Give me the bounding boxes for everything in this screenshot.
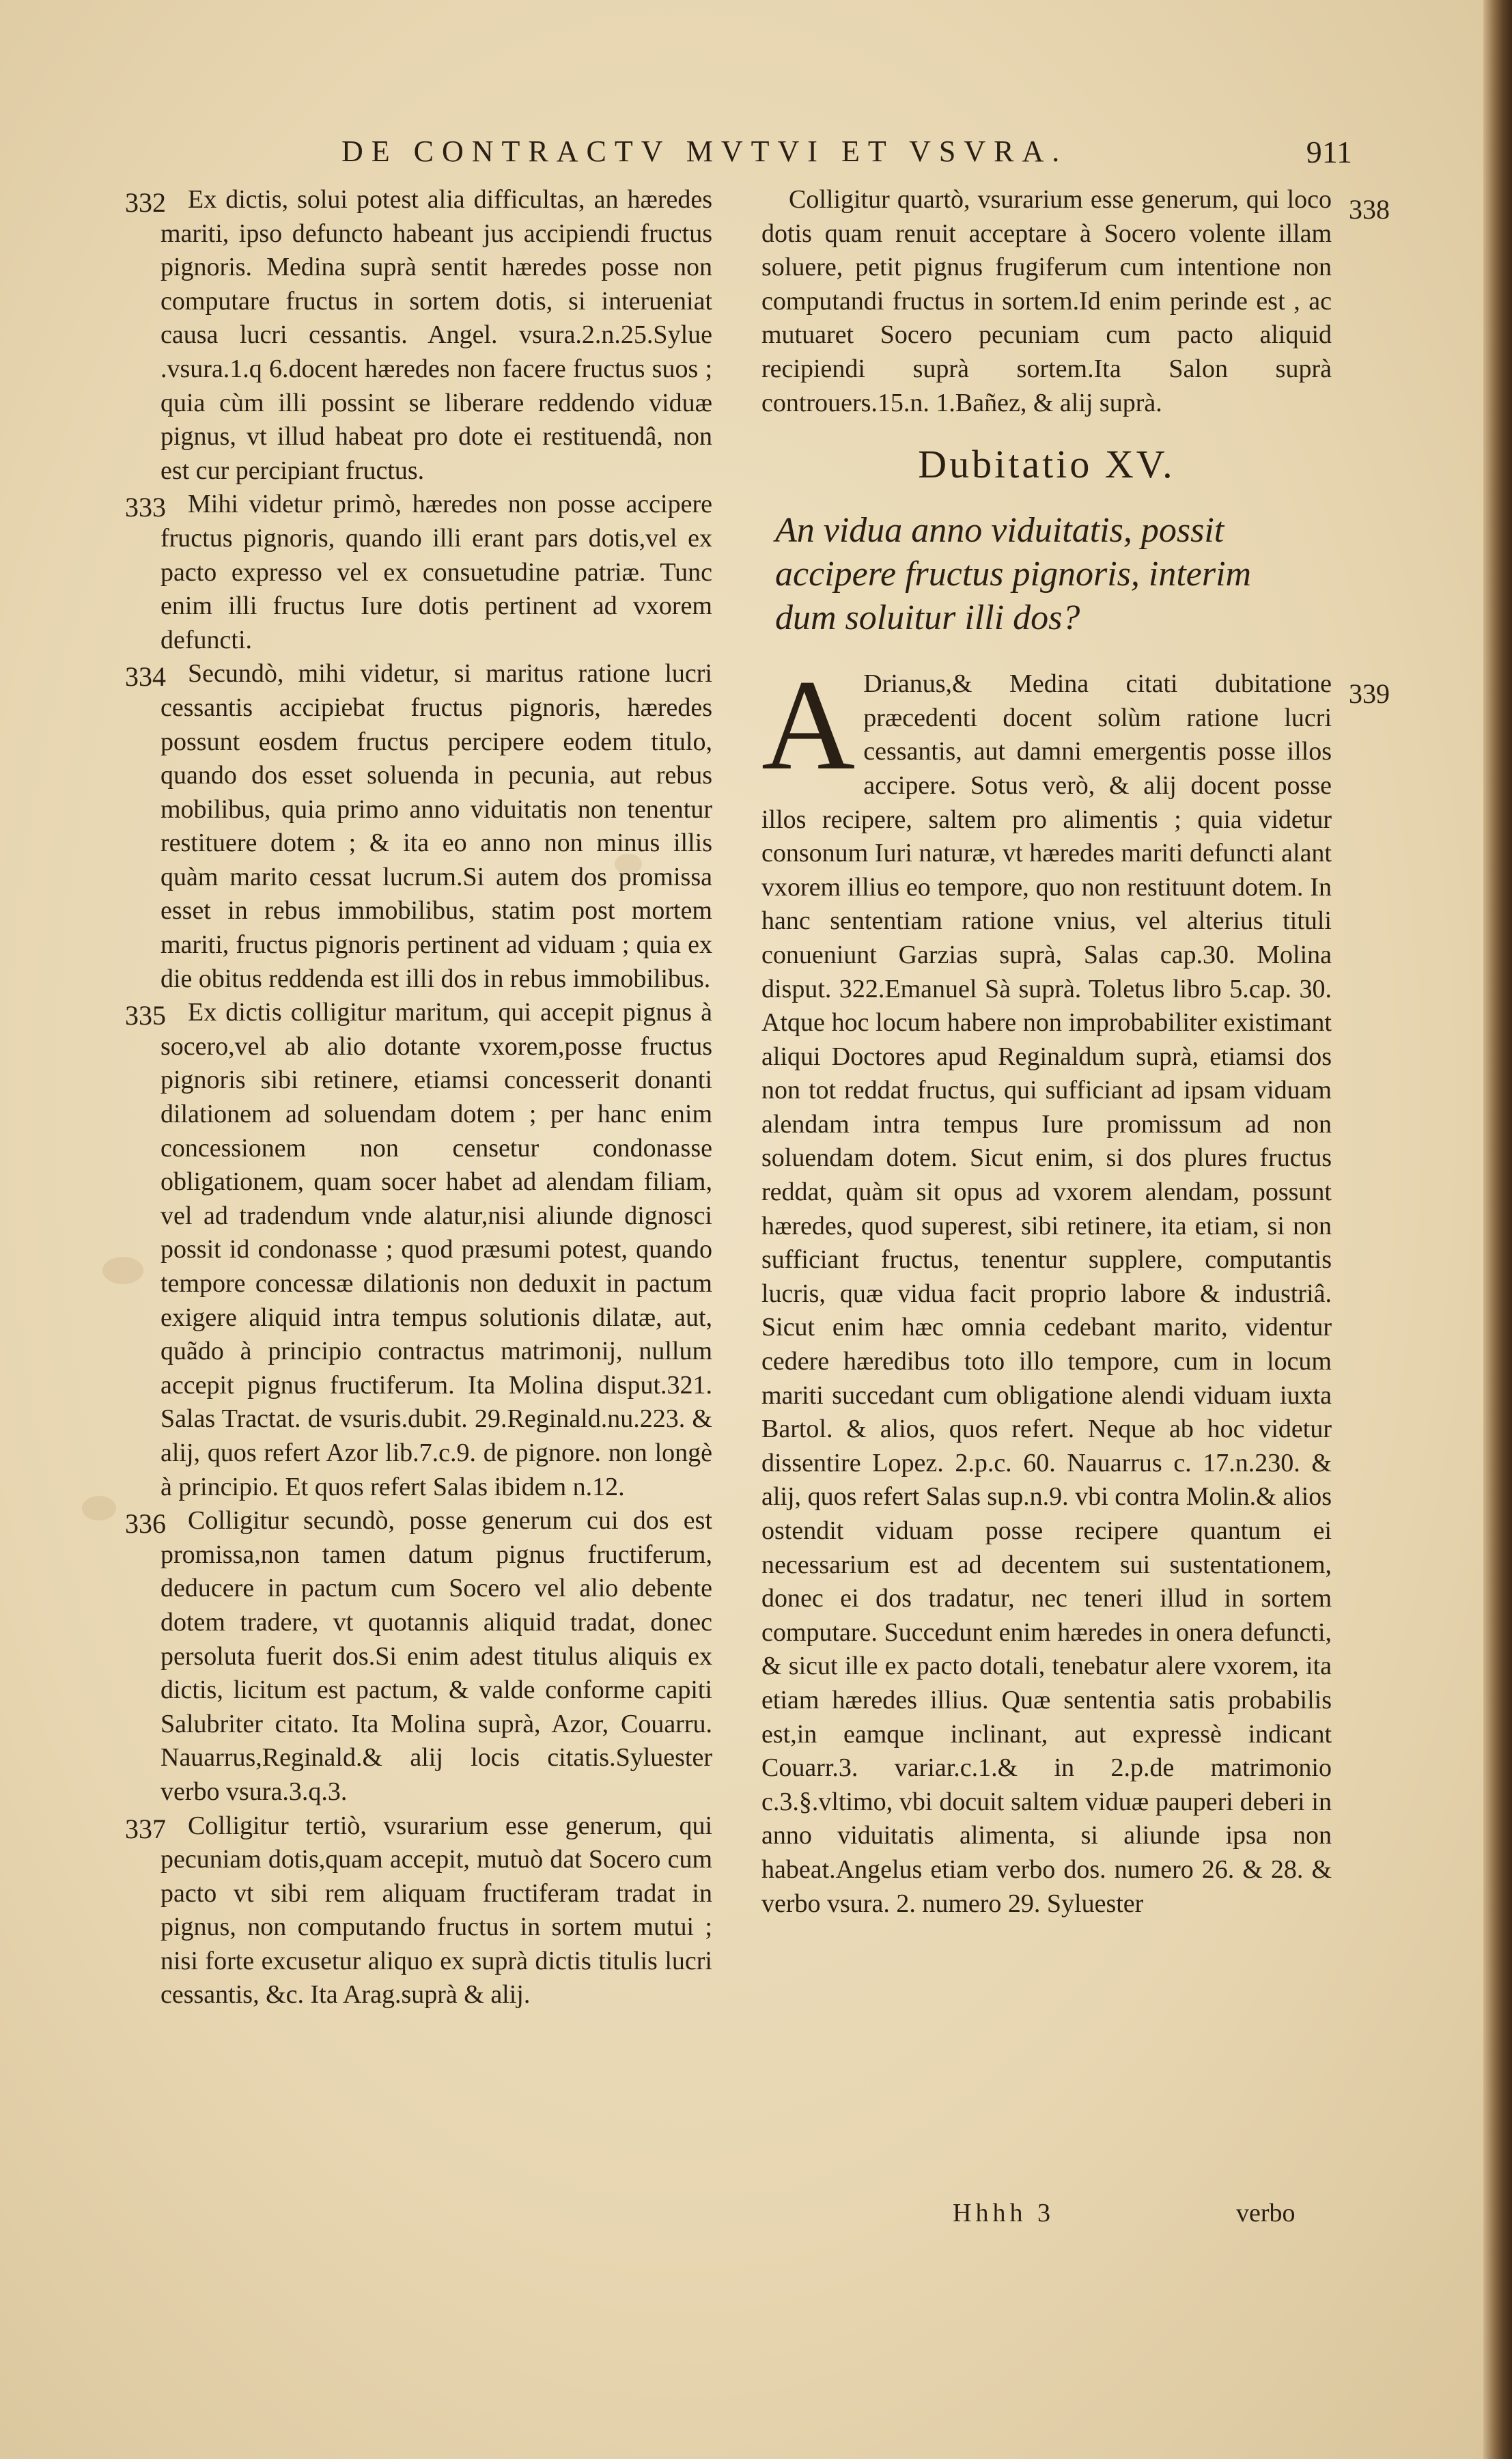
paragraph-text: Colligitur quartò, vsurarium esse generum, qui loco dotis quam renuit acceptare à Socero volente illam soluere, petit pignus frugiferum cum intentione non computandi fructus in sortem.Id enim perinde est , ac mutuaret Socero pecuniam cum pacto aliquid recipiendi suprà sortem.Ita Salon suprà controuers.15.n. 1.Bañez, & alij suprà. — [761, 185, 1332, 417]
right-column — [761, 183, 1390, 1921]
paragraph-text: Mihi videtur primò, hæredes non posse accipere fructus pignoris, quando illi erant pars dotis,vel ex pacto expresso vel ex consuetudine patriæ. Tunc enim illi fructus Iure dotis pertinent ad vxorem defuncti. — [160, 490, 712, 654]
margin-number: 337 — [125, 1813, 166, 1844]
paragraph-text: Ex dictis, solui potest alia difficultas, an hæredes mariti, ipso defuncto habeant jus accipiendi fructus pignoris. Medina suprà sentit hæredes posse non computare fructus in sortem dotis, si interueniat causa lucri cessantis. Angel. vsura.2.n.25.Sylue .vsura.1.q 6.docent hæredes non facere fructus suos ; quia cùm illi possint se liberare reddendo viduæ pignus, vt illud habeat pro dote ei restituendâ, non est cur percipiant fructus. — [160, 185, 712, 485]
paragraph-text: Ex dictis colligitur maritum, qui accepit pignus à socero,vel ab alio dotante vxorem,posse fructus pignoris sibi retinere, etiamsi concesserit donanti dilationem ad soluendam dotem ; per hanc enim concessionem non censetur condonasse obligationem, quam socer habet ad alendam filiam, vel ad tradendum vnde alatur,nisi aliunde dignosci possit id condonasse ; quod præsumi potest, quando tempore concessæ dilationis non deduxit in pactum exigere aliquid intra tempus solutionis dilatæ, aut, quãdo à principio contractus matrimonij, nullum accepit pignus fructiferum. Ita Molina disput.321. Salas Tractat. de vsuris.dubit. 29.Reginald.nu.223. & alij, quos refert Azor lib.7.c.9. de pignore. non longè à principio. Et quos refert Salas ibidem n.12. — [160, 998, 712, 1501]
book-binding-edge — [1483, 0, 1512, 2459]
running-header — [341, 134, 1352, 182]
paragraph-335 — [125, 996, 712, 1504]
running-title: DE CONTRACTV MVTVI ET VSVRA. — [341, 135, 1068, 168]
paragraph-text: Colligitur tertiò, vsurarium esse generum, qui pecuniam dotis,quam accepit, mutuò dat Socero cum pacto vt sibi rem aliquam fructiferam tradat in pignus, non computando fructus in sortem mutui ; nisi forte excusetur aliquo ex suprà dictis titulis lucri cessantis, &c. Ita Arag.suprà & alij. — [160, 1811, 712, 2010]
margin-number: 336 — [125, 1508, 166, 1540]
margin-number: 335 — [125, 1000, 166, 1031]
left-column — [125, 183, 712, 2012]
paragraph-text: Secundò, mihi videtur, si maritus ratione lucri cessantis accipiebat fructus pignoris, hæredes possunt eosdem fructus percipere eodem titulo, quando dos esset soluenda in pecunia, aut rebus mobilibus, quia primo anno viduitatis non tenentur restituere dotem ; & ita eo anno non minus illis quàm marito cessat lucrum.Si autem dos promissa esset in rebus immobilibus, statim post mortem mariti, fructus pignoris pertinent ad viduam ; quia ex die obitus reddenda est illi dos in rebus immobilibus. — [160, 659, 712, 993]
paragraph-337 — [125, 1809, 712, 2013]
signature-mark: Hhhh 3 — [953, 2199, 1054, 2227]
drop-cap: A — [761, 654, 856, 798]
paragraph-339 — [761, 654, 1390, 1921]
margin-number: 339 — [1349, 678, 1390, 710]
paragraph-332 — [125, 183, 712, 488]
paragraph-334 — [125, 657, 712, 996]
margin-number: 338 — [1349, 194, 1390, 225]
page-number: 911 — [1306, 135, 1352, 169]
paragraph-333 — [125, 488, 712, 657]
section-heading: Dubitatio XV. — [918, 442, 1175, 487]
section-question: An vidua anno viduitatis, possit accipere fructus pignoris, interim dum soluitur illi dos? — [775, 511, 1252, 638]
margin-number: 333 — [125, 492, 166, 523]
margin-number: 332 — [125, 187, 166, 218]
paragraph-text: Colligitur secundò, posse generum cui dos est promissa,non tamen datum pignus fructiferum, deducere in pactum cum Socero vel alio debente dotem tradere, vt quotannis aliquid tradat, donec persoluta fuerit dos.Si enim adest titulus aliquis ex dictis, licitum est pactum, & valde conforme capiti Salubriter citato. Ita Molina suprà, Azor, Couarru. Nauarrus,Reginald.& alij locis citatis.Syluester verbo vsura.3.q.3. — [160, 1506, 712, 1806]
margin-number: 334 — [125, 661, 166, 693]
catchword: verbo — [1236, 2199, 1296, 2227]
paragraph-336 — [125, 1504, 712, 1809]
paragraph-338 — [761, 183, 1390, 420]
paragraph-text: Drianus,& Medina citati dubitatione præcedenti docent solùm ratione lucri cessantis, aut damni emergentis posse illos accipere. Sotus verò, & alij docent posse illos recipere, saltem pro alimentis ; quia videtur consonum Iuri naturæ, vt hæredes mariti defuncti alant vxorem illius eo tempore, quo non restituunt dotem. In hanc sententiam ratione vnius, vel alterius tituli conueniunt Garzias suprà, Salas cap.30. Molina disput. 322.Emanuel Sà suprà. Toletus libro 5.cap. 30. Atque hoc locum habere non improbabiliter existimant aliqui Doctores apud Reginaldum suprà, etiamsi dos non tot reddat fructus, qui sufficiant ad ipsam viduam alendam intra tempus Iure promissum ad non soluendam dotem. Sicut enim, si dos plures fructus reddat, quàm sit opus ad vxorem alendam, possunt hæredes, quod superest, sibi retinere, ita etiam, si non sufficiant fructus, tenentur supplere, computantis lucris, quæ vidua facit proprio labore & industriâ. Sicut enim hæc omnia cedebant marito, videntur cedere hæredibus toto illo tempore, cum in locum mariti succedant cum obligatione alendi viduam iuxta Bartol. & alios, quos refert. Neque ab hoc videtur dissentire Lopez. 2.p.c. 60. Nauarrus c. 17.n.230. & alij, quos refert Salas sup.n.9. vbi contra Molin.& alios ostendit viduam posse recipere quantum ei necessarium est ad decentem sui sustentationem, donec ei dos tradatur, nec teneri illud in sortem computare. Succedunt enim hæredes in onera defuncti, & sicut ille ex pacto dotali, tenebatur alere vxorem, ita etiam hæredes illius. Quæ sententia satis probabilis est,in eamque inclinant, aut expressè indicant Couarr.3. variar.c.1.& in 2.p.de matrimonio c.3.§.vltimo, vbi docuit saltem viduæ pauperi deberi in anno viduitatis alimenta, si aliunde ipsa non habeat.Angelus etiam verbo dos. numero 26. & 28. & verbo vsura. 2. numero 29. Syluester — [761, 669, 1332, 1918]
